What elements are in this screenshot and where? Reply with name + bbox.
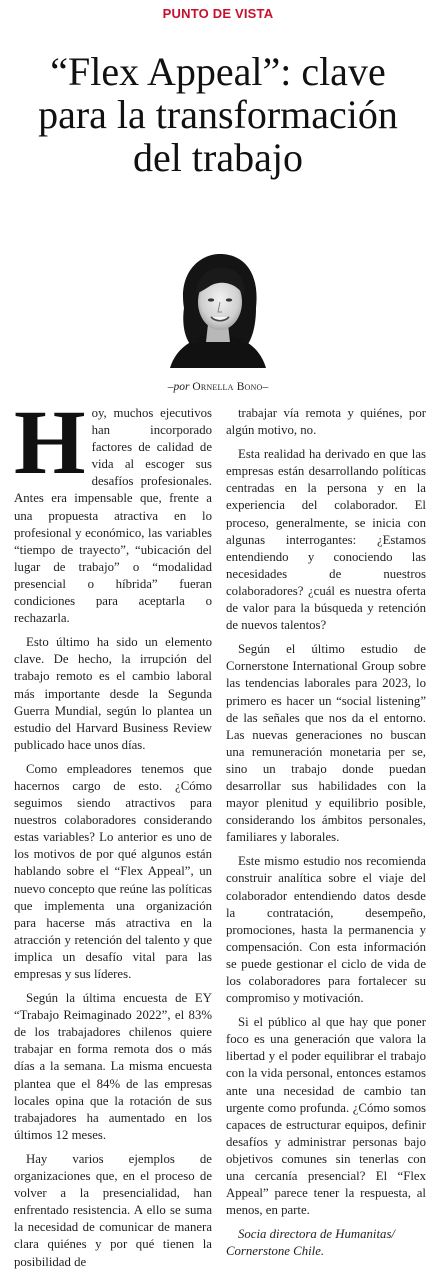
paragraph-text: oy, muchos ejecutivos han incorporado factores de calidad de vida al escoger sus desafíos profesionales. Antes era impensable que, frente a una propuesta atractiva en lo profesional y económico, las variables “tiempo de trayecto”, “ubicación del lugar de trabajo” o “modalidad presencial o híbrida” fueran condiciones para aceptarla o rechazarla. [14, 406, 212, 626]
paragraph: Esto último ha sido un elemento clave. De hecho, la irrupción del trabajo remoto es el cambio laboral más importante desde la Segunda Guerra Mundial, según lo plantea un estudio del Harvard Business Review publicado hace unos días. [14, 635, 212, 752]
article-column-right [226, 405, 426, 1268]
paragraph: Hay varios ejemplos de organizaciones que, en el proceso de volver a la presencialidad, han enfrentado resistencia. A ello se suma la necesidad de comunicar de manera clara quiénes y por qué tienen la posibilidad de [14, 1151, 212, 1269]
byline-suffix: – [262, 381, 269, 393]
headline [0, 50, 436, 179]
paragraph: Si el público al que hay que poner foco es una generación que valora la libertad y el poder equilibrar el trabajo con la vida personal, entonces estamos ante una necesidad de cambio tan urgente como profunda. ¿Cómo somos capaces de estructurar equipos, definir desafíos y administrar personas bajo objetivos comunes sin tenerlas con una cercanía presencial? El “Flex Appeal” parece tener la respuesta, al menos, en parte. [226, 1015, 426, 1218]
headline-line-3: del trabajo [133, 135, 303, 180]
section-label: PUNTO DE VISTA [162, 6, 274, 21]
author-name: Ornella Bono [192, 381, 263, 393]
headline-line-2: para la transformación [38, 92, 398, 137]
paragraph: Esta realidad ha derivado en que las empresas están desarrollando políticas centradas en la persona y en la experiencia del colaborador. El proceso, generalmente, se inicia con algunas interrogantes: ¿Estamos entendiendo y conociendo las necesidades de nuestros colaboradores? ¿cuál es nuestra oferta de valor para la búsqueda y retención de nuevos talentos? [226, 447, 426, 633]
paragraph [14, 391, 212, 627]
paragraph: Según el último estudio de Cornerstone International Group sobre las tendencias laborales para 2023, lo primero es hacer un “social listening” de las señales que nos da el entorno. Las nuevas generaciones no buscan una remuneración monetaria per se, sino un trabajo donde puedan desarrollar sus habilidades con la mayor plenitud y equilibrio posible, considerando los ámbitos personales, familiares y laborales. [226, 642, 426, 845]
paragraph: trabajar vía remota y quiénes, por algún motivo, no. [226, 406, 426, 438]
article-column-left [14, 391, 212, 1278]
drop-cap: H [14, 391, 86, 493]
paragraph: Según la última encuesta de EY “Trabajo Reimaginado 2022”, el 83% de los trabajadores chilenos quiere trabajar en forma remota dos o más días a la semana. La misma encuesta plantea que el 84% de las empresas locales opina que la rotación de sus trabajadores ha aumentado en los últimos 12 meses. [14, 991, 212, 1142]
paragraph: Este mismo estudio nos recomienda construir analítica sobre el viaje del colaborador entendiendo datos desde la contratación, desempeño, promociones, hasta la permanencia y compensación. Con esta información se puede gestionar el ciclo de vida de los colaboradores para fortalecer su compromiso y motivación. [226, 854, 426, 1006]
headline-line-1: “Flex Appeal”: clave [50, 49, 386, 94]
author-portrait [170, 252, 266, 368]
byline-prefix: –por [167, 381, 193, 393]
paragraph: Como empleadores tenemos que hacernos cargo de esto. ¿Cómo seguimos siendo atractivos para nuestros colaboradores considerando estas variables? Lo anterior es uno de los motivos de por qué algunos están hablando sobre el “Flex Appeal”, un nuevo concepto que reúne las políticas que implementa una organización para hacerse más atractiva en la atracción y retención del talento y que implica un desafío vital para las empresas y sus líderes. [14, 761, 212, 981]
author-signature: Socia directora de Humanitas/ Cornerstone Chile. [226, 1227, 395, 1259]
